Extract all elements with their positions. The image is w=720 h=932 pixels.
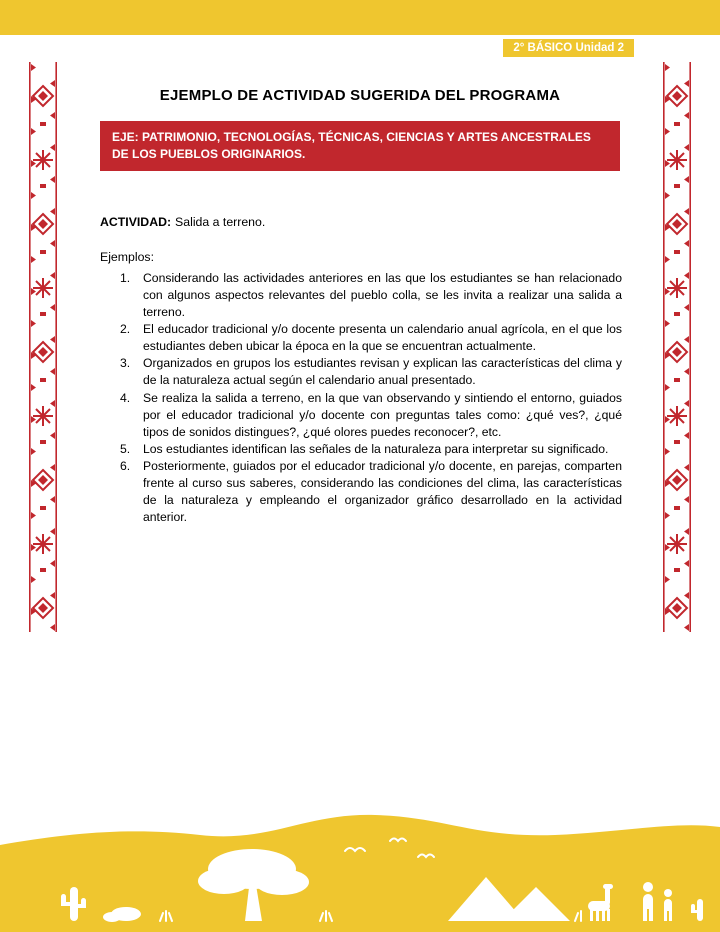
example-text: Los estudiantes identifican las señales de la naturaleza para interpretar su significado. xyxy=(143,441,609,456)
right-textile-pattern-fill xyxy=(662,62,692,632)
top-accent-band xyxy=(0,0,720,35)
right-textile-border xyxy=(662,62,692,632)
example-item xyxy=(120,270,622,321)
page-title: EJEMPLO DE ACTIVIDAD SUGERIDA DEL PROGRAMA xyxy=(159,87,561,104)
example-number: 6. xyxy=(120,458,131,473)
example-item xyxy=(120,441,622,458)
activity-label: ACTIVIDAD: xyxy=(100,215,172,229)
example-number: 4. xyxy=(120,390,131,405)
left-textile-pattern-fill xyxy=(28,62,58,632)
left-textile-border xyxy=(28,62,58,632)
example-number: 3. xyxy=(120,356,131,371)
examples-heading: Ejemplos: xyxy=(100,250,154,264)
example-text: Considerando las actividades anteriores en las que los estudiantes se han relacionado con algunos aspectos relevantes del pueblo colla, se les invita a realizar una salida a terreno. xyxy=(143,271,622,320)
activity-value: Salida a terreno. xyxy=(175,215,266,229)
activity-line xyxy=(100,215,620,229)
example-number: 2. xyxy=(120,322,131,337)
eje-banner: EJE: PATRIMONIO, TECNOLOGÍAS, TÉCNICAS, CIENCIAS Y ARTES ANCESTRALES DE LOS PUEBLOS ORIGINARIOS. xyxy=(100,121,620,171)
example-number: 5. xyxy=(120,441,131,456)
example-item xyxy=(120,321,622,355)
example-text: Organizados en grupos los estudiantes revisan y explican las características del clima y de la naturaleza actual según el calendario anual presentado. xyxy=(143,356,622,388)
example-item xyxy=(120,458,622,526)
examples-list xyxy=(100,270,622,526)
example-text: El educador tradicional y/o docente presenta un calendario anual agrícola, en el que los estudiantes deben ubicar la época en la que se encuentran actualmente. xyxy=(143,322,622,354)
footer-landscape-art xyxy=(0,807,720,932)
unit-badge: 2° BÁSICO Unidad 2 xyxy=(503,39,634,57)
example-text: Posteriormente, guiados por el educador tradicional y/o docente, en parejas, comparten frente al curso sus saberes, considerando las condiciones del clima, las características de la naturaleza y empleando el organizador gráfico desarrollado en la actividad anterior. xyxy=(143,458,622,525)
example-text: Se realiza la salida a terreno, en la que van observando y sintiendo el entorno, guiados por el educador tradicional y/o docente con preguntas tales como: ¿qué ves?, ¿qué tipos de sonidos distingues?, ¿qué olores puedes reconocer?, etc. xyxy=(143,390,622,439)
example-item xyxy=(120,355,622,389)
example-item xyxy=(120,390,622,441)
example-number: 1. xyxy=(120,271,131,285)
